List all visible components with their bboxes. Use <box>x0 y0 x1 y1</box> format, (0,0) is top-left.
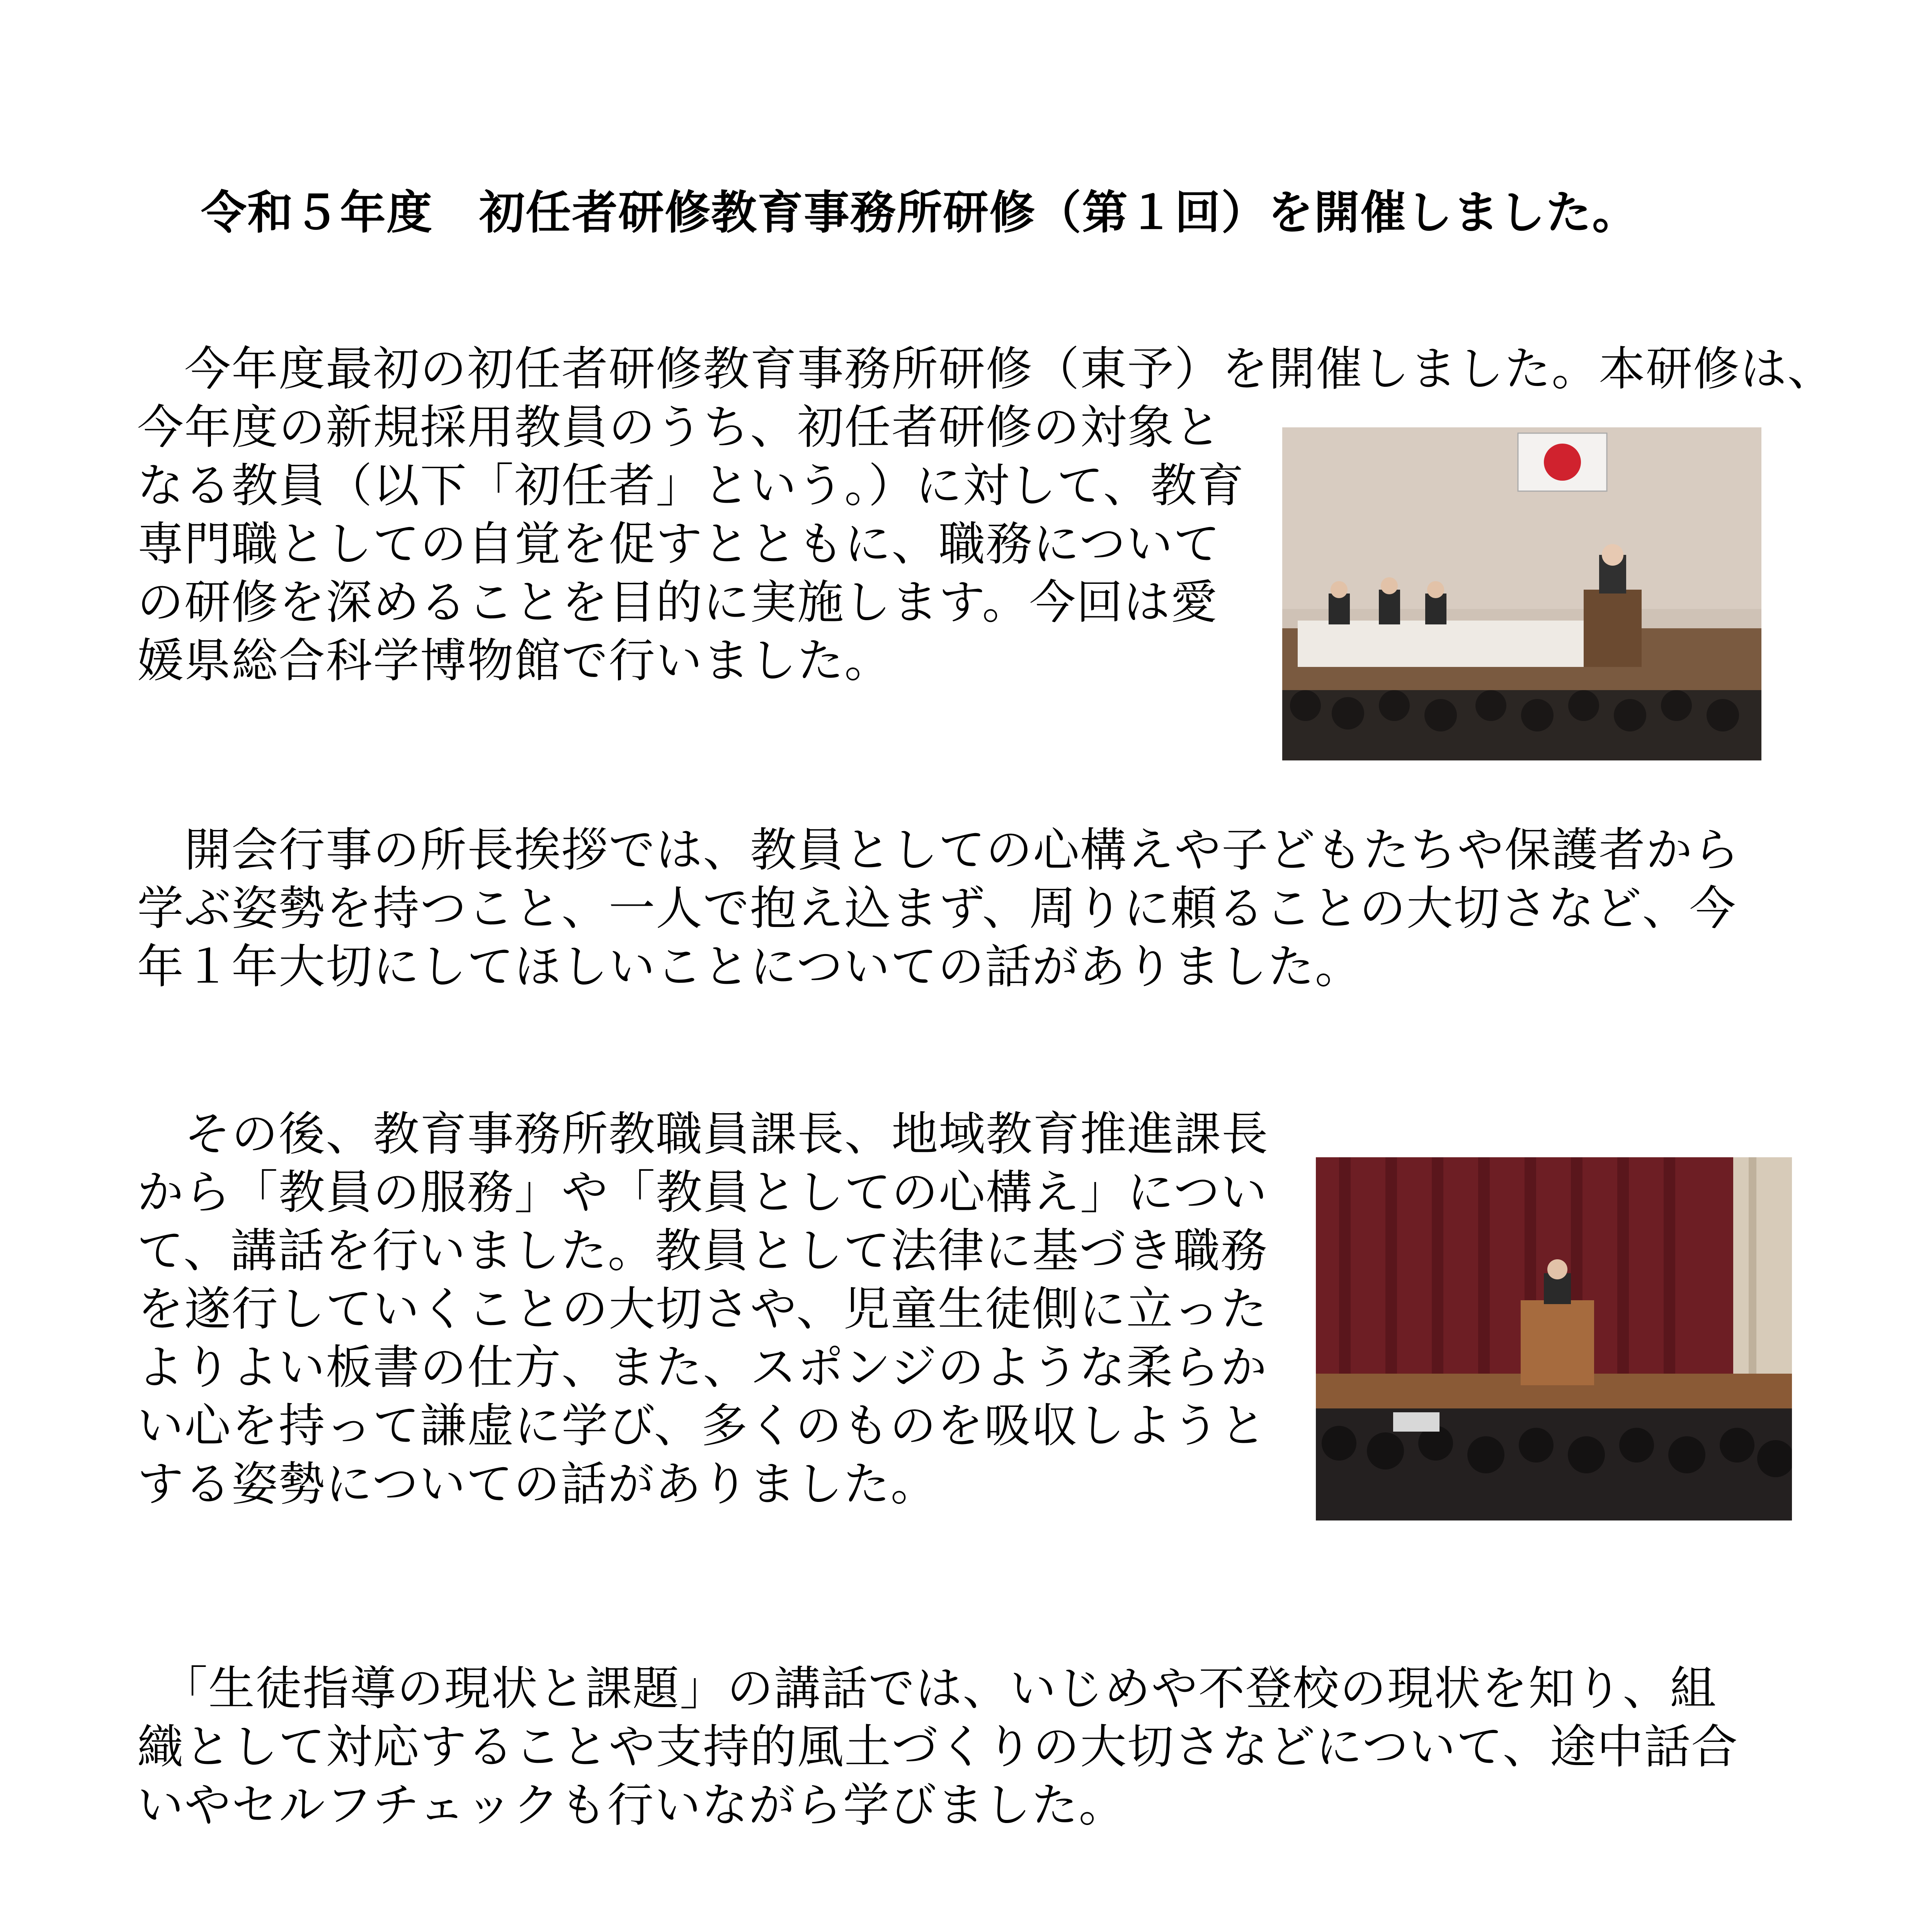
text-line: よりよい板書の仕方、また、スポンジのような柔らか <box>137 1341 1268 1395</box>
text-line: て、講話を行いました。教員として法律に基づき職務 <box>137 1224 1268 1278</box>
paragraph-4 <box>137 1660 1738 1835</box>
paragraph-2 <box>137 821 1740 996</box>
lecture-stage-photo <box>1316 1157 1792 1520</box>
text-line: から「教員の服務」や「教員としての心構え」につい <box>137 1166 1268 1219</box>
opening-ceremony-photo <box>1282 427 1761 760</box>
paragraph-3 <box>137 1105 1269 1514</box>
text-line: い心を持って謙虚に学び、多くのものを吸収しようと <box>137 1399 1267 1453</box>
text-line: 開会行事の所長挨拶では、教員としての心構えや子どもたちや保護者から <box>137 823 1740 877</box>
text-line: 今年度最初の初任者研修教育事務所研修（東予）を開催しました。本研修は、 <box>137 342 1834 396</box>
text-line: 媛県総合科学博物館で行いました。 <box>137 634 892 688</box>
text-line: なる教員（以下「初任者」という。）に対して、教育 <box>137 459 1245 513</box>
text-line: 専門職としての自覚を促すとともに、職務について <box>137 517 1221 571</box>
text-line: 年１年大切にしてほしいことについての話がありました。 <box>137 940 1362 994</box>
text-line: 学ぶ姿勢を持つこと、一人で抱え込まず、周りに頼ることの大切さなど、今 <box>137 882 1737 935</box>
page-title: 令和５年度 初任者研修教育事務所研修（第１回）を開催しました。 <box>201 186 1639 239</box>
text-line: 今年度の新規採用教員のうち、初任者研修の対象と <box>137 401 1222 454</box>
text-line: いやセルフチェックも行いながら学びました。 <box>137 1779 1126 1832</box>
text-line: 「生徒指導の現状と課題」の講話では、いじめや不登校の現状を知り、組 <box>137 1662 1717 1716</box>
text-line: 織として対応することや支持的風土づくりの大切さなどについて、途中話合 <box>137 1720 1739 1774</box>
text-line: その後、教育事務所教職員課長、地域教育推進課長 <box>137 1107 1269 1161</box>
text-line: の研修を深めることを目的に実施します。今回は愛 <box>137 576 1218 629</box>
text-line: する姿勢についての話がありました。 <box>137 1458 938 1511</box>
text-line: を遂行していくことの大切さや、児童生徒側に立った <box>137 1282 1268 1336</box>
